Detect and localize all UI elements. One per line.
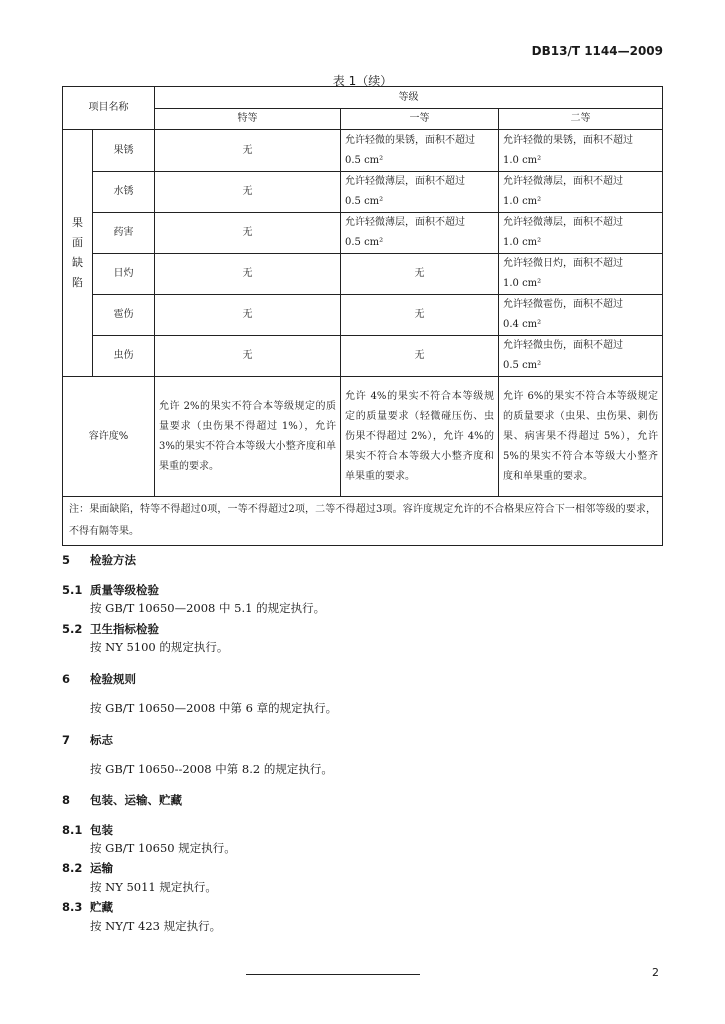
defect-name: 日灼 [93,254,155,295]
second-value: 允许轻微日灼，面积不超过 1.0 cm² [499,254,663,295]
defect-name: 虫伤 [93,336,155,377]
section-8-2-heading: 8.2 运输 [62,861,113,875]
tolerance-row [63,377,663,497]
item-name-header: 项目名称 [63,87,155,130]
second-value: 允许轻微雹伤，面积不超过 0.4 cm² [499,295,663,336]
tolerance-first: 允许 4%的果实不符合本等级规定的质量要求（轻微碰压伤、虫伤果不得超过 2%），允许 4%的果实不符合本等级大小整齐度和单果重的要求。 [341,377,499,497]
category-label: 果 面 缺 陷 [63,130,93,377]
section-5-1-body: 按 GB/T 10650—2008 中 5.1 的规定执行。 [90,601,326,615]
special-value: 无 [155,130,341,172]
section-5-2-body: 按 NY 5100 的规定执行。 [90,640,229,654]
second-value: 允许轻微的果锈，面积不超过 1.0 cm² [499,130,663,172]
first-value: 允许轻微的果锈，面积不超过 0.5 cm² [341,130,499,172]
first-value: 无 [341,336,499,377]
standard-code: DB13/T 1144—2009 [531,44,663,58]
grade-spec-table [62,86,663,546]
defect-name: 水锈 [93,172,155,213]
grade-special-header: 特等 [155,109,341,130]
table-row [63,295,663,336]
special-value: 无 [155,172,341,213]
footer-rule [246,974,420,975]
section-8-1-body: 按 GB/T 10650 规定执行。 [90,841,236,855]
section-8-3-heading: 8.3 贮藏 [62,900,113,914]
table-row [63,254,663,295]
section-8-1-heading: 8.1 包装 [62,823,113,837]
defect-name: 药害 [93,213,155,254]
special-value: 无 [155,213,341,254]
tolerance-label: 容许度% [63,377,155,497]
first-value: 允许轻微薄层，面积不超过 0.5 cm² [341,213,499,254]
second-value: 允许轻微薄层，面积不超过 1.0 cm² [499,172,663,213]
grade-first-header: 一等 [341,109,499,130]
section-5-2-heading: 5.2 卫生指标检验 [62,622,159,636]
special-value: 无 [155,295,341,336]
tolerance-special: 允许 2%的果实不符合本等级规定的质量要求（虫伤果不得超过 1%），允许 3%的果实不符合本等级大小整齐度和单果重的要求。 [155,377,341,497]
page-number: 2 [652,966,659,979]
defect-name: 果锈 [93,130,155,172]
special-value: 无 [155,336,341,377]
section-6-body: 按 GB/T 10650—2008 中第 6 章的规定执行。 [90,701,338,715]
section-8-3-body: 按 NY/T 423 规定执行。 [90,919,222,933]
table-row [63,172,663,213]
table-row [63,213,663,254]
table-note: 注：果面缺陷，特等不得超过0项，一等不得超过2项，二等不得超过3项。容许度规定允许的不合格果应符合下一相邻等级的要求，不得有隔等果。 [63,497,663,546]
section-5-1-heading: 5.1 质量等级检验 [62,583,159,597]
second-value: 允许轻微虫伤，面积不超过 0.5 cm² [499,336,663,377]
section-5-heading: 5 检验方法 [62,553,136,567]
table-row [63,130,663,172]
special-value: 无 [155,254,341,295]
section-7-heading: 7 标志 [62,733,113,747]
first-value: 无 [341,254,499,295]
grade-header: 等级 [155,87,663,109]
section-7-body: 按 GB/T 10650--2008 中第 8.2 的规定执行。 [90,762,333,776]
first-value: 允许轻微薄层，面积不超过 0.5 cm² [341,172,499,213]
section-8-2-body: 按 NY 5011 规定执行。 [90,880,217,894]
table-title: 表 1（续） [332,74,393,88]
section-8-heading: 8 包装、运输、贮藏 [62,793,182,807]
grade-second-header: 二等 [499,109,663,130]
first-value: 无 [341,295,499,336]
tolerance-second: 允许 6%的果实不符合本等级规定的质量要求（虫果、虫伤果、刺伤果、病害果不得超过 5%），允许 5%的果实不符合本等级大小整齐度和单果重的要求。 [499,377,663,497]
second-value: 允许轻微薄层，面积不超过 1.0 cm² [499,213,663,254]
defect-name: 雹伤 [93,295,155,336]
table-row [63,336,663,377]
section-6-heading: 6 检验规则 [62,672,136,686]
